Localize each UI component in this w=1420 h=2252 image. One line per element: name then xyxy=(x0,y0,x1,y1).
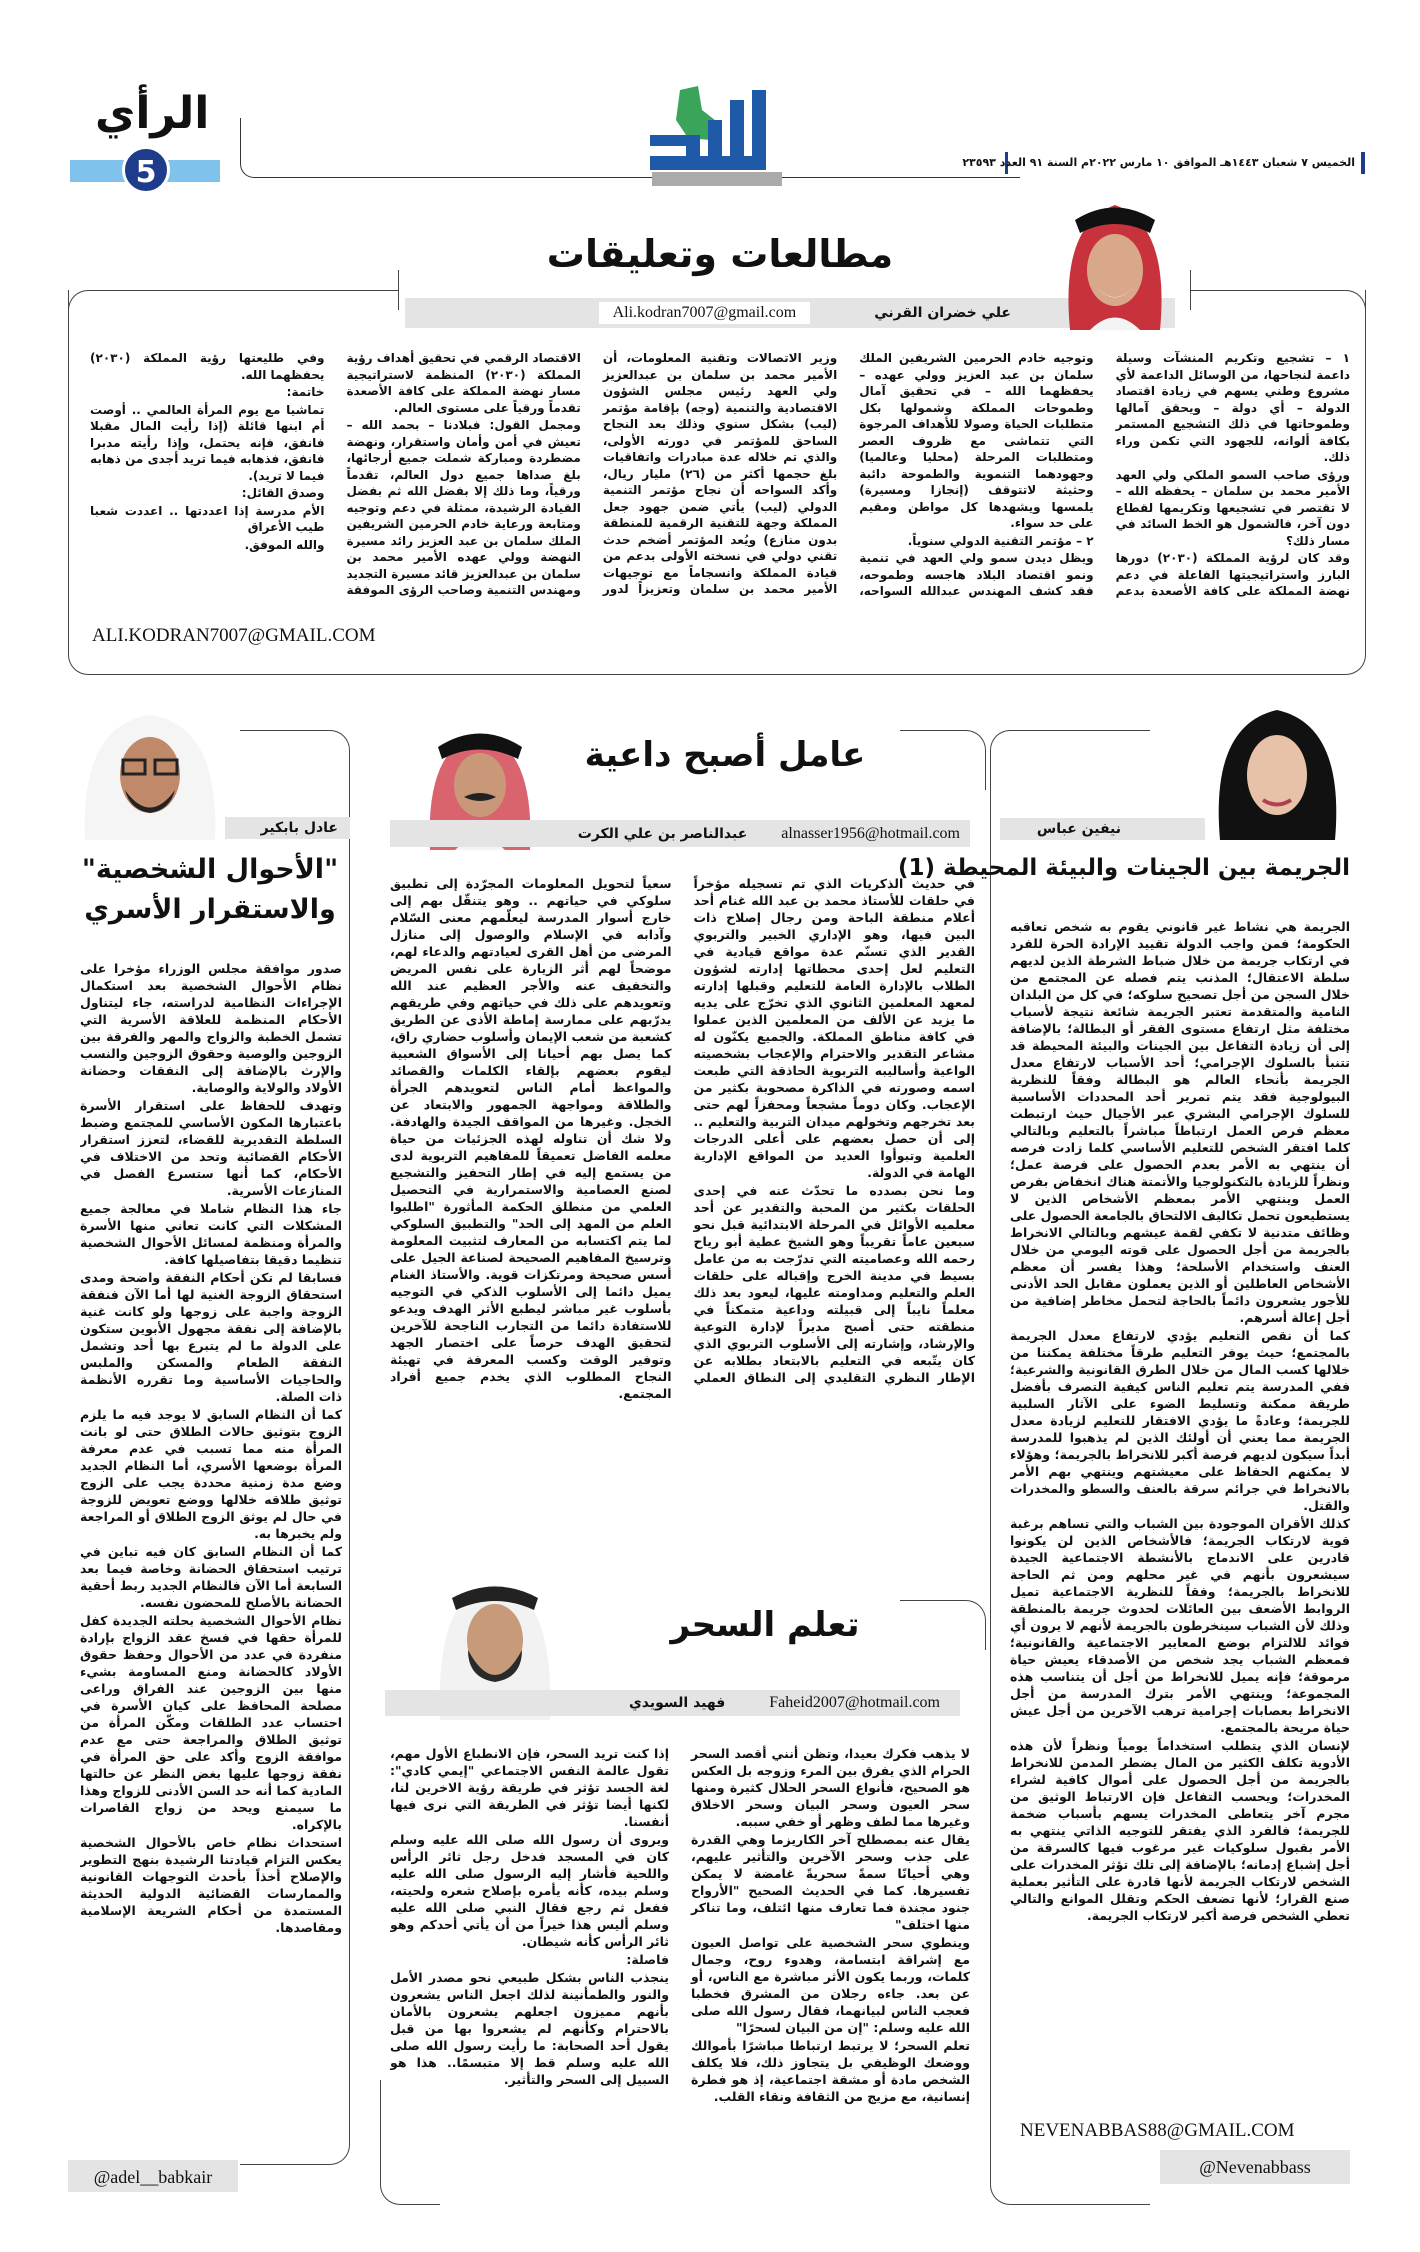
article-body xyxy=(1010,918,1350,2118)
twitter-handle[interactable]: @Nevenabbass xyxy=(1160,2150,1350,2184)
logo-underline xyxy=(652,172,782,186)
article-paragraph: وصدق القائل: xyxy=(241,486,325,500)
article-body xyxy=(90,350,1350,605)
author-name: علي خضران القرني xyxy=(874,305,1011,321)
article-title: الجريمة بين الجينات والبيئة المحيطة (1) xyxy=(897,855,1350,881)
article-paragraph: نظام الأحوال الشخصية بحلته الجديدة كفل للمرأة حقها في فسخ عقد الزواج بإرادة منفردة في عدد من الأحوال وحفظ حقوق الأولاد كالحضانة ومنع المساومة بشيء منها بين الزوجين عند الفراق وراعى مصلحة المحافظ على كيان الأسرة في احتساب عدد الطلقات ومكّن المرأة من توثيق الطلاق والمراجعة حتى مع عدم موافقة الزوج وأكد على حق المرأة في نفقة زوجها عليها بغض النظر عن حالتها المادية كما أنه حد السن الأدنى للزواج وهذا ما سيمنع ويحد من زواج القاصرات بالإكراه. xyxy=(80,1613,342,1832)
article-paragraph: الجريمة هي نشاط غير قانوني يقوم به شخص تعاقبه الحكومة؛ فمن واجب الدولة تقييد الإرادة الحرة للفرد في ارتكاب جريمة من خلال ضباط الشرطة الذين لديهم سلطة الاعتقال؛ المذنب يتم فصله عن المجتمع من خلال السجن من أجل تصحيح سلوكه؛ في كل من البلدان النامية والمتقدمة تعتبر الجريمة شائعة نتيجة لأسباب مختلفة مثل ارتفاع مستوى الفقر أو البطالة؛ بالإضافة إلى أن زيادة التفاعل بين الجينات والبيئة المحيطة قد تتنبأ بالسلوك الإجرامي؛ أحد الأسباب لارتفاع معدل الجريمة بأنحاء العالم هو البطالة وفقاً للنظرية البيولوجية فقد يتم تمرير أحد المحددات الأساسية للسلوك الإجرامي البشري عبر الأجيال حيث ارتبطت معظم فرص العمل ارتباطاً مباشراً بالتعليم وبالتالي كلما افتقر الشخص للتعليم الأساسي كلما زادت فرصه أن ينتهي به الأمر بعدم الحصول على فرصة عمل؛ ونظراً للزيادة بالتكنولوجيا والأتمتة هناك انخفاض بفرص العمل وينتهي الأمر بمعظم الأشخاص الذين لا يستطيعون تحمل تكاليف الالتحاق بالجامعة الحصول على وظائف متدنية لا تكفي لقمة عيشهم وبالتالي الانخراط بالجريمة من أجل الحصول على قوته اليومي من خلال العنف واستخدام الأسلحة؛ وهذا يفسر أن معظم الأشخاص العاطلين أو الذين يعملون مقابل الحد الأدنى للأجور يشعرون دائماً بالحاجة لتحمل مخاطر إضافية من أجل إعالة أسرهم. xyxy=(1010,919,1350,1325)
author-name: فهيد السويدي xyxy=(628,1695,726,1711)
article-paragraph: ومجمل القول: فبلادنا – بحمد الله – تعيش في أمن وأمان واستقرار، ونهضة مضطردة ومباركة شملت جميع أرجائها، بلغ صداها جميع دول العالم، تقدماً ورقياً، وما ذلك إلا بفضل الله ثم بفضل القيادة الرشيدة، ممثلة في دعم وتوجيه ومتابعة ورعاية خادم الحرمين الشريفين الملك سلمان بن عبد العزيز رائد مسيرة النهضة وولي عهده الأمير محمد بن سلمان بن عبدالعزيز قائد مسيرة التجديد ومهندس التنمية وصاحب الرؤى الموفقة وفي طليعتها رؤية المملكة (٢٠٣٠) يحفظهما الله. xyxy=(90,351,581,597)
header-rule xyxy=(240,118,1020,178)
article-paragraph: كما أن نقص التعليم يؤدي لارتفاع معدل الجريمة بالمجتمع؛ حيث يوفر التعليم طرقاً مختلفة يمكننا من خلالها كسب المال من خلال الطرق القانونية والشرعية؛ ففي المدرسة يتم تعليم الناس كيفية التصرف بأفضل طريقة ممكنة وتسليط الضوء على الآثار السلبية للجريمة؛ وعادةً ما يؤدي الافتقار للتعليم لزيادة معدل الجريمة مما يعني أن أولئك الذين لم يذهبوا للمدرسة أبداً سيكون لديهم فرصة أكبر للانخراط بالجريمة؛ وهؤلاء لا يمكنهم الحفاظ على معيشتهم وينتهي بهم الأمر بالانخراط في جرائم سرقة بالعنف والسطو والمخدرات والقتل. xyxy=(1010,1328,1350,1513)
article-paragraph: فسابقا لم تكن أحكام النفقة واضحة ومدى استحقاق الزوجة الغنية لها أما الآن فنفقة الزوجة واجبة على زوجها ولو كانت غنية بالإضافة إلى نفقة مجهول الأبوين ستكون على الدولة ما لم يتبرع بها أحد وتشمل النفقة الطعام والمسكن والملبس والحاجيات الأساسية وما تقرره الأنظمة ذات الصلة. xyxy=(80,1270,342,1404)
author-photo xyxy=(75,705,225,840)
author-name: عبدالناصر بن علي الكرت xyxy=(577,825,748,842)
article-paragraph: كذلك الأقران الموجودة بين الشباب والتي تساهم برغبة قوية لارتكاب الجريمة؛ فالأشخاص الذين لن يكونوا قادرين على الاندماج بالأنشطة الاجتماعية الجيدة سيشعرون بأنهم في غير محلهم ومن ثم الحاجة للانخراط بالجريمة؛ وفقاً للنظرية الاجتماعية تميل الروابط الأضعف بين العائلات لحدوث جريمة بالمنطقة وذلك لأن الشباب سينخرطون بالجريمة لأنهم لا يرون أي فوائد للالتزام بوضع المعايير الاجتماعية والقانونية؛ فمعظم الشباب يجد شخص من الأصدقاء يعيش حياة مرموقة؛ فإنه يميل للانخراط من أجل أن يتناسب هذه المجموعة؛ وينتهي الأمر بترك المدرسة من أجل الانخراط بعصابات إجرامية ترهب الآخرين من أجل عيش حياة مريحة بالمجتمع. xyxy=(1010,1516,1350,1735)
frame-top-left xyxy=(68,290,398,310)
article-paragraph: صدور موافقة مجلس الوزراء مؤخرا على نظام الأحوال الشخصية بعد استكمال الإجراءات النظامية لدراسته، جاء ليتناول الأحكام المنظمة للعلاقة الأسرية التي تشمل الخطبة والزواج والمهر والفرقة بين الزوجين والوصية وحقوق الزوجين والنسب والإرث بالإضافة إلى النفقات وحضانة الأولاد والولاية والوصاية. xyxy=(80,961,342,1095)
author-signature-email[interactable]: ALI.KODRAN7007@GMAIL.COM xyxy=(92,625,376,646)
article-paragraph: ٢ – مؤتمر التقنية الدولي سنوياً. xyxy=(907,533,1094,548)
article-paragraph: ١ – تشجيع وتكريم المنشآت وسيلة داعمة لنجاحها، من الوسائل الداعمة لأي مشروع وطني يسهم في زيادة اقتصاد الدولة – أي دولة – ويحقق آمالها وطموحاتها في ذلك التشجيع المستمر بكافة ألوانه، للجهود التي تكمن وراء ذلك. xyxy=(1115,351,1350,464)
divider xyxy=(1190,270,1191,310)
article-paragraph: خاتمة: xyxy=(286,385,325,399)
article-title: عامل أصبح داعية xyxy=(584,735,866,775)
article-paragraph: ويروى أن رسول الله صلى الله عليه وسلم كان في المسجد فدخل رجل ثائر الرأس واللحية فأشار إليه الرسول صلى الله عليه وسلم بيده، كأنه يأمره بإصلاح شعره ولحيته، ففعل ثم رجع فقال النبي صلى الله عليه وسلم أليس هذا خيراً من أن يأتي أحدكم وهو ثائر الرأس كأنه شيطان. xyxy=(390,1832,669,1949)
article-paragraph: إذا كنت تريد السحر، فإن الانطباع الأول مهم، تقول عالمة النفس الاجتماعي "إيمي كادي": لغة الجسد تؤثر في طريقة رؤية الاخرين لنا، لكنها أيضا تؤثر في الطريقة التي نرى فيها أنفسنا. xyxy=(390,1746,669,1829)
issue-date-line: الخميس ٧ شعبان ١٤٤٣هـ الموافق ١٠ مارس ٢٠٢٢م السنة ٩١ العدد ٢٣٥٩٣ xyxy=(1005,152,1365,174)
article-paragraph: لإنسان الذي يتطلب استخداماً يومياً ونظراً لأن هذه الأدوية تكلف الكثير من المال يضطر المدمن للانخراط بالجريمة من أجل الحصول على أموال كافية لشراء المخدرات؛ ويحسب التفاعل فإن الارتباط الوثيق من مجرم آخر يتعاطى المخدرات يسهم بأسباب ضخمة للجريمة؛ فالفرد الذي يفتقر للتوجيه الذاتي ينتهي به الأمر بقبول سلوكيات غير مرغوب فيها كالسرقة من أجل إشباع إدمانه؛ بالإضافة إلى تلك تؤثر المخدرات على الشخص لارتكاب الجريمة لأنها قادرة على التأثير بعملية صنع القرار؛ لأنها تضعف الحكم وتقلل الموانع والتالي تعطي الشخص فرصة أكبر لارتكاب الجريمة. xyxy=(1010,1738,1350,1923)
author-photo xyxy=(1050,185,1180,330)
article-paragraph: لا يذهب فكرك بعيدا، وتظن أنني أقصد السحر الحرام الذي يفرق بين المرء وزوجه بل العكس هو الصحيح، فأنواع السحر الحلال كثيرة ومنها سحر العيون وسحر البيان وسحر الاخلاق وغيرها مما لطف وظهر أو خفي سببه. xyxy=(691,1746,970,1829)
author-email[interactable]: Faheid2007@hotmail.com xyxy=(769,1694,940,1711)
article-paragraph: ويظل ديدن سمو ولي العهد في تنمية ونمو اقتصاد البلاد هاجسه وطموحه، فقد كشف المهندس عبدالله السواحه، وزير الاتصالات وتقنية المعلومات، أن الأمير محمد بن سلمان بن عبدالعزيز ولي العهد رئيس مجلس الشؤون الاقتصادية والتنمية (وجه) بإقامة مؤتمر (ليب) بشكل سنوي وذلك بعد النجاح الساحق للمؤتمر في دورته الأولى، والذي تم خلاله عدة مبادرات واتفاقيات بلغ حجمها أكثر من (٢٦) مليار ريال، وأكد السواحه أن نجاح مؤتمر التنمية الدولي (ليب) يأتي ضمن جهود جعل المملكة وجهة للتقنية الرقمية للمنطقة بدون منازع) ويُعد المؤتمر أضخم حدث تقني دولي في نسخته الأولى بدعم من قيادة المملكة وانسجاماً مع توجيهات الأمير محمد بن سلمان وتعزيزاً لدور الاقتصاد الرقمي في تحقيق أهداف رؤية المملكة (٢٠٣٠) المنظمة لاستراتيجية مسار نهضة المملكة على كافة الأصعدة تقدماً ورقياً على مستوى العالم. xyxy=(346,351,1094,598)
article-paragraph: وما نحن بصدده ما تحدّث عنه في إحدى الحلقات بكثير من المحبة والتقدير عن أحد معلميه الأوائل في المرحلة الابتدائية قبل نحو سبعين عاماً تقريباً وهو الشيخ عطية أبو رياح رحمه الله وعصاميته التي تدرّجت به من عامل بسيط في مدينة الخرج وإقباله على حلقات العلم والتعليم ومداومته عليها، ليعود بعد ذلك معلماً نايباً إلى قبيلته وداعية متمكناً في منطقته حتى أصبح مديراً لإدارة التوعية والإرشاد، وإشارته إلى الأسلوب التربوي الذي كان يتّبعه في التعليم بالابتعاد بطلابه عن الإطار النظري التقليدي إلى النطاق العملي سعياً لتحويل المعلومات المجرّدة إلى تطبيق سلوكي في حياتهم .. وهو يتنقّل بهم إلى خارج أسوار المدرسة ليعلّمهم معنى السّلام وآدابه في الإسلام والوصول إلى منازل المرضى من أهل القرى لعيادتهم والدعاء لهم، موضحاً لهم أثر الزيارة على نفس المريض والتخفيف عنه والأجر العظيم عند الله وتعويدهم على ذلك في حياتهم وفي طريقهم يدرّبهم على ممارسة إماطة الأذى عن الطريق كشعبة من شعب الإيمان وأسلوب حضاري راق، كما يصل بهم أحيانا إلى الأسواق الشعبية ليقوم بعضهم بإلقاء الكلمات والقصائد والمواعظ أمام الناس لتعويدهم الجرأة والطلاقة ومواجهة الجمهور والابتعاد عن الخجل. وغيرها من المواقف الجيدة والهادفة. ولا شك أن تناوله لهذه الجزئيات من حياة معلمه الفاضل تعميقاً للمفاهيم التربوية لدى من يستمع إليه في إطار التحفيز والتشجيع لصنع العصامية والاستمرارية في التحصيل العلمي من منطلق الحكمة المأثورة "اطلبوا العلم من المهد إلى الحد" والتطبيق السلوكي لما يتم اكتسابه من المعارف لتثبيت المعلومة وترسيخ المفاهيم الصحيحة لصناعة الجيل على أسس صحيحة ومرتكزات قوية. والأستاذ الغنام يميل دائما إلى الأسلوب الذكي في التوجيه بأسلوب غير مباشر ليطبع الأثر الهدف ويدعو للاستفادة دائما من التجارب الناجحة للآخرين لتحقيق الهدف حرصاً على اختصار الجهد وتوفير الوقت وكسب المعرفة في تهيئة النجاح المطلوب الذي يخدم جميع أفراد المجتمع. xyxy=(390,876,975,1401)
twitter-handle[interactable]: @adel__babkair xyxy=(68,2160,238,2192)
author-byline xyxy=(1000,818,1205,840)
divider xyxy=(398,270,399,310)
frame-top-right xyxy=(1190,290,1366,310)
article-paragraph: يقال عنه بمصطلح آخر الكاريزما وهي القدرة على جذب وسحر الآخرين والتأثير عليهم، وهي أحيانًا سمةً سحريةً غامضة لا يمكن تفسيرها. كما في الحديث الصحيح "الأرواح جنود مجندة فما تعارف منها ائتلف، وما تناكر منها اختلف" xyxy=(691,1832,970,1932)
article-body xyxy=(390,1745,970,2195)
author-byline xyxy=(225,817,350,839)
article-body xyxy=(80,960,342,2150)
article-paragraph: جاء هذا النظام شاملا في معالجة جميع المشكلات التي كانت تعاني منها الأسرة والمرأة ومنظمة لمسائل الأحوال الشخصية تنظيما دقيقا بتفاصيلها كافة. xyxy=(80,1201,342,1267)
article-paragraph: تماشيا مع يوم المرأة العالمي .. أوصت أم ابنها قائلة (إذا رأيت المال مقبلا فانفق، فإنه يحتمل، وإذا رأيته مدبرا فانفق، فذهابه فيما تريد أجدى من ذهابه فيما لا تريد). xyxy=(90,402,325,483)
article-body xyxy=(390,875,975,1505)
article-title: مطالعات وتعليقات xyxy=(546,232,894,276)
article-title: تعلم السحر xyxy=(670,1605,860,1645)
article-paragraph: فاصلة: xyxy=(626,1952,669,1967)
article-paragraph: ورؤى صاحب السمو الملكي ولي العهد الأمير محمد بن سلمان – يحفظه الله – لا تقتصر في تشجيعها وتكريمها لقطاع دون آخر، فالشمول هو الخط السائد في مسار ذلك؟ xyxy=(1115,467,1350,548)
author-byline xyxy=(385,1690,960,1716)
author-signature-email[interactable]: NEVENABBAS88@GMAIL.COM xyxy=(1020,2120,1295,2141)
author-name: عادل بابكير xyxy=(260,820,338,836)
article-paragraph: تعلم السحر؛ لا يرتبط ارتباطا مباشرًا بأموالك ووضعك الوظيفي بل يتجاوز ذلك، فلا يكلف الشخص مادة أو مشقة اجتماعية، إذ هو فطرة إنسانية، مع مزيج من الثقافة ونقاء القلب. xyxy=(691,2038,970,2104)
author-name: نيفين عباس xyxy=(1036,821,1121,837)
article-paragraph: وينطوي سحر الشخصية على تواصل العيون مع إشراقة ابتسامة، وهدوء روح، وجمال كلمات، وربما يكون الأثر مباشرة مع الناس، أو عن بعد. جاءه رجلان من المشرق فخطبا فعجب الناس لبيانهما، فقال رسول الله صلى الله عليه وسلم: "إن من البيان لسحرًا" xyxy=(691,1935,970,2035)
article-paragraph: كما أن النظام السابق كان فيه تباين في ترتيب استحقاق الحضانة وخاصة فيما بعد السابعة أما الآن فالنظام الجديد ربط أحقية الحضانة بالأصلح للمحضون نفسه. xyxy=(80,1544,342,1610)
article-title: "الأحوال الشخصية" والاستقرار الأسري xyxy=(81,854,339,925)
article-paragraph: الأم مدرسة إذا اعددتها .. اعددت شعبا طيب الأعراق xyxy=(90,503,325,534)
article-paragraph: وقد كان لرؤية المملكة (٢٠٣٠) دورها البارز واستراتيجيتها الفاعلة في دعم نهضة المملكة على كافة الأصعدة بدعم وتوجيه خادم الحرمين الشريفين الملك سلمان بن عبد العزيز وولي عهده – يحفظهما الله – في تحقيق آمال وطموحات المملكة وشمولها بكل متطلبات الحياة وصولا للأهداف المرجوة التي تتماشى مع ظروف العصر ومتطلبات المرحلة (محليا وعالميا) وجهودهما التنموية والطموحة دائبة وحثيثة لاتتوقف (إنجازا ومسيرة) يلمسها ويشهدها كل مواطن ومقيم على حد سواء. xyxy=(859,351,1350,598)
article-paragraph: ينجذب الناس بشكل طبيعي نحو مصدر الأمل والنور والطمأنينة لذلك اجعل الناس يشعرون بأنهم مميزون اجعلهم يشعرون بالأمان بالاحترام وكأنهم لم يشعروا بها من قبل يقول أحد الصحابة: ما رأيت رسول الله صلى الله عليه وسلم قط إلا متبسمًا.. هذا هو السبيل إلى السحر والتأثير. xyxy=(390,1970,669,2087)
page-number-badge: 5 xyxy=(122,146,170,194)
article-paragraph: استحداث نظام خاص بالأحوال الشخصية يعكس التزام قيادتنا الرشيدة بنهج التطوير والإصلاح أخذاً بأحدث التوجهات القانونية والممارسات القضائية الدولية الحديثة المستمدة من أحكام الشريعة الإسلامية ومقاصدها. xyxy=(80,1835,342,1935)
middle-bottom-frame xyxy=(900,1600,986,1650)
article-paragraph: في حديث الذكريات الذي تم تسجيله مؤخراً في حلقات للأستاذ محمد بن عبد الله غنام أحد أعلام منطقة الباحة ومن رجال إصلاح ذات البين فيها، وهو الإداري الخبير والتربوي القدير الذي تسنّم عدة مواقع قيادية في التعليم لعل إحدى محطاتها إدارته لشؤون الطلاب بالإدارة العامة للتعليم وقبلها إدارته لمعهد المعلمين الثانوي الذي تخرّج على يديه ما يزيد عن الألف من المعلمين الذين عملوا في كافة مناطق المملكة. والجميع يكنّون له مشاعر التقدير والاحترام والإعجاب بشخصيته الواعية وأساليبه التربوية الحاذقة التي طبعت اسمه وصورته في الذاكرة مصحوبة بكثير من الإعجاب. وكان دوماً مشجعاً ومحفزاً لهم حتى بعد تخرجهم وتخولهم ميدان التربية والتعليم .. إلى أن حصل بعضهم على أعلى الدرجات العلمية وتبوأوا العديد من المواقع الإدارية الهامة في الدولة. xyxy=(693,876,975,1180)
article-paragraph: كما أن النظام السابق لا يوجد فيه ما يلزم الزوج بتوثيق حالات الطلاق حتى لو بانت المرأة منه مما تسبب في عدم معرفة المرأة بوضعها الأسري، أما النظام الجديد وضع مدة زمنية محددة يجب على الزوج توثيق طلاقه خلالها ووضع تعويض للزوجة في حال لم يوثق الزوج الطلاق أو المراجعة ولم يخبرها به. xyxy=(80,1407,342,1541)
middle-top-frame xyxy=(900,730,986,790)
article-paragraph: والله الموفق. xyxy=(244,537,325,552)
section-title: الرأي xyxy=(95,88,210,139)
author-byline xyxy=(390,820,970,847)
article-paragraph: وتهدف للحفاظ على استقرار الأسرة باعتبارها المكون الأساسي للمجتمع وضبط السلطة التقديرية للقضاء، لتعزز استقرار الأحكام القضائية وتحد من الاختلاف في الأحكام، كما أنها ستسرع الفصل في المنازعات الأسرية. xyxy=(80,1098,342,1198)
author-email[interactable]: alnasser1956@hotmail.com xyxy=(781,824,960,842)
author-email[interactable]: Ali.kodran7007@gmail.com xyxy=(599,302,811,324)
author-photo xyxy=(1205,705,1350,840)
